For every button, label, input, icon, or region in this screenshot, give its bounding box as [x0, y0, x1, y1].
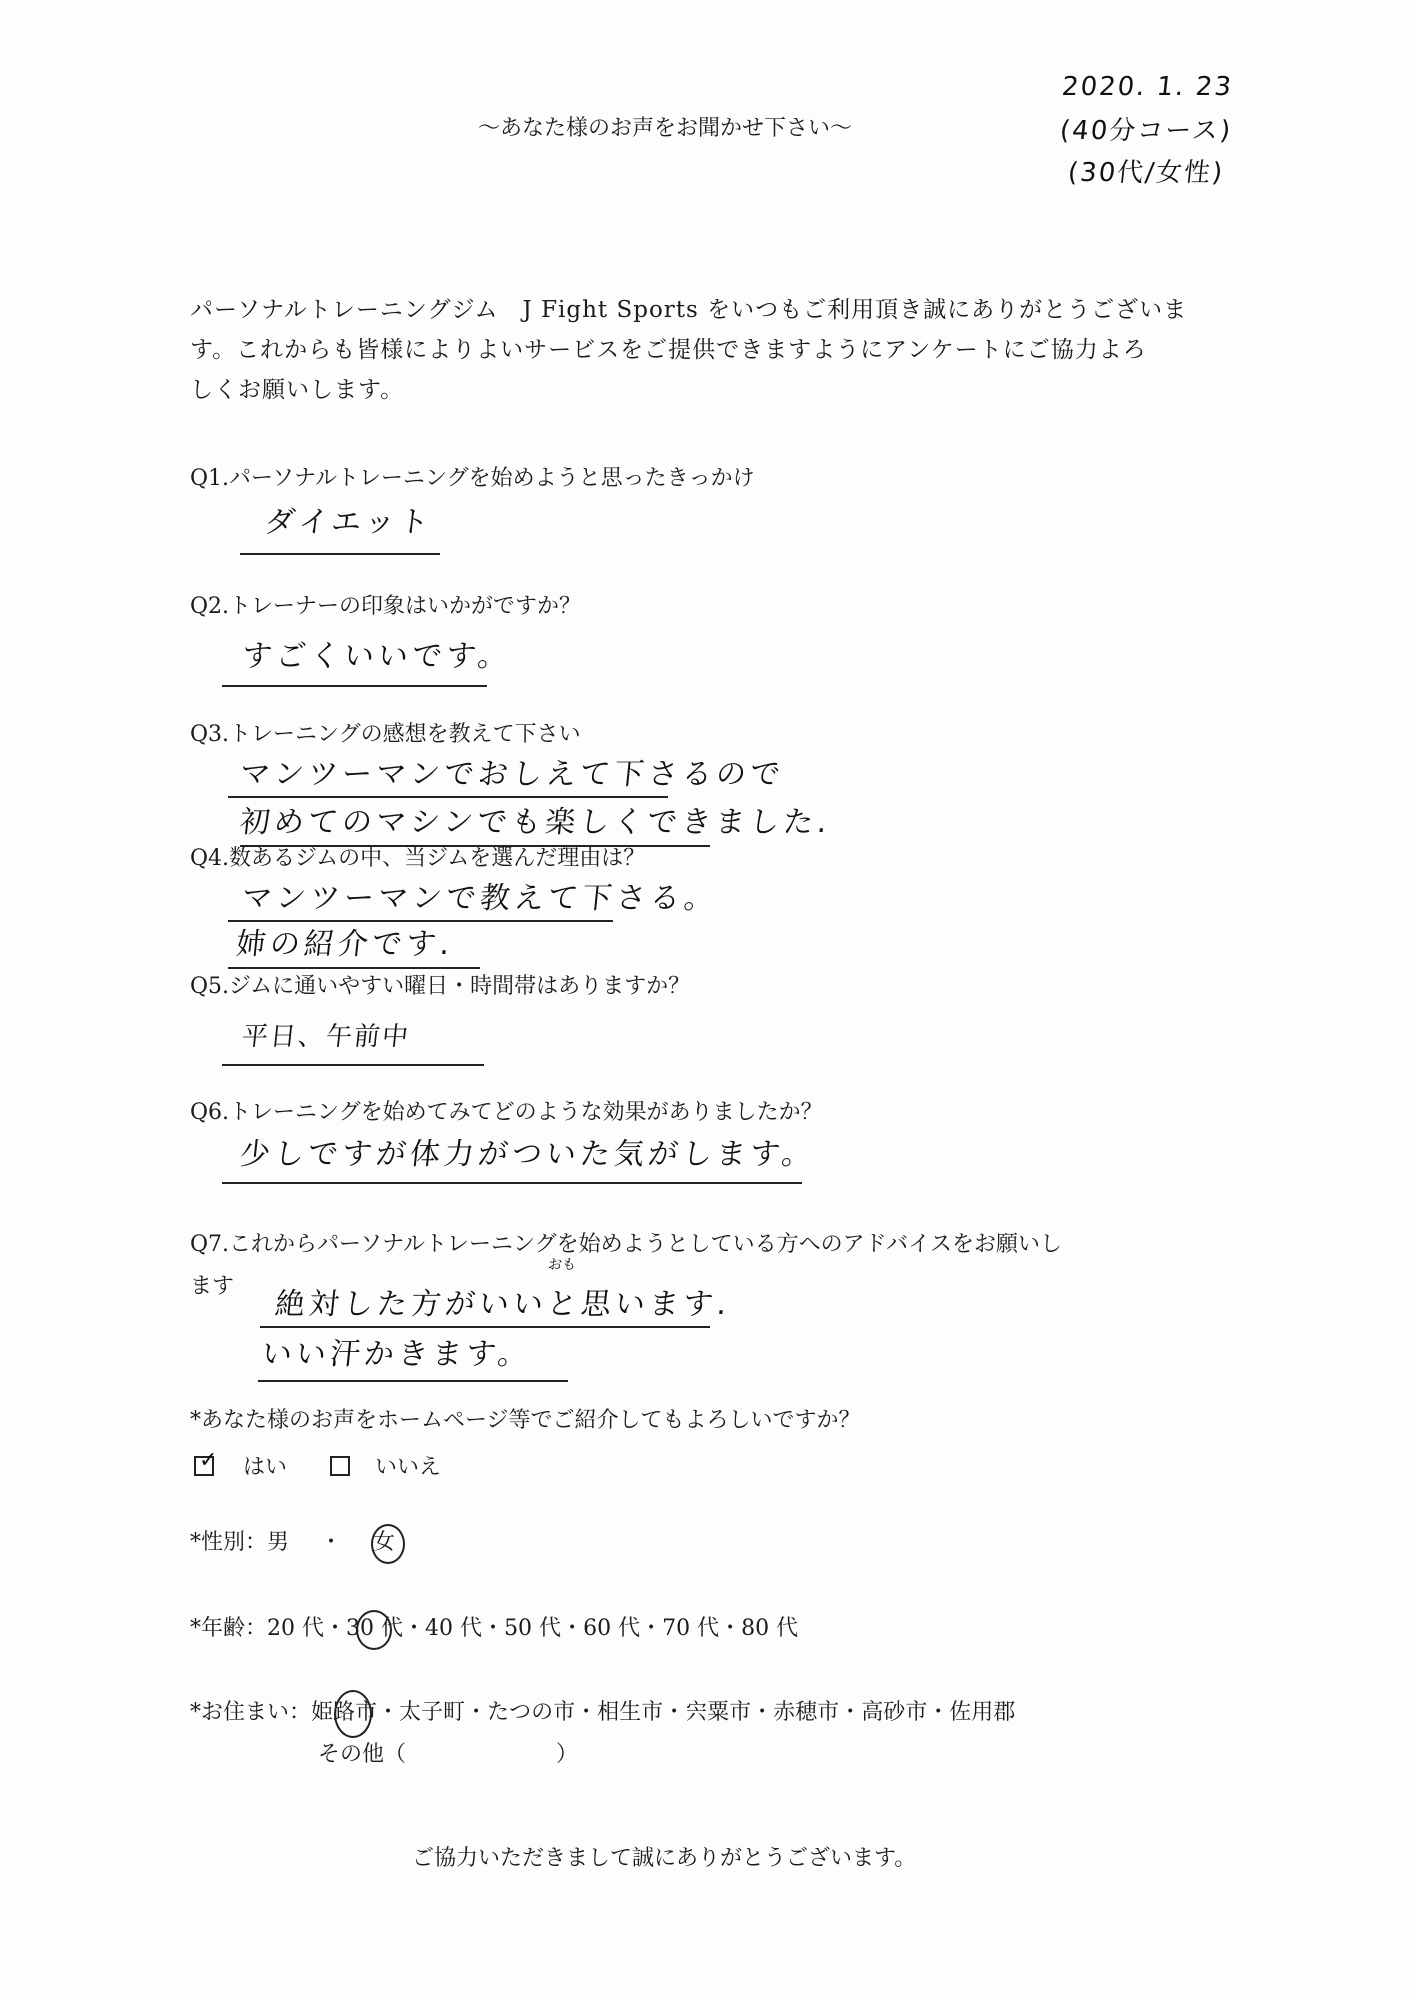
footer-thanks: ご協力いただきまして誠にありがとうございます。 [412, 1846, 917, 1871]
handwritten-course: (40分コース) [1058, 116, 1234, 146]
residence-row: *お住まい：姫路市・太子町・たつの市・相生市・宍粟市・赤穂市・高砂市・佐用郡 [190, 1700, 1016, 1725]
question-3-label: Q3.トレーニングの感想を教えて下さい [190, 722, 581, 747]
question-4-label: Q4.数あるジムの中、当ジムを選んだ理由は？ [190, 846, 646, 871]
intro-line: す。これからも皆様によりよいサービスをご提供できますようにアンケートにご協力よろ [190, 337, 1147, 363]
residence-option[interactable]: 高砂市 [861, 1700, 928, 1725]
question-7-answer-line1[interactable]: 絶対した方がいいと思います. [273, 1287, 733, 1322]
residence-label: *お住まい： [190, 1700, 312, 1725]
question-5-label: Q5.ジムに通いやすい曜日・時間帯はありますか？ [190, 974, 691, 999]
residence-option[interactable]: たつの市 [487, 1700, 576, 1725]
residence-other-close: ） [556, 1742, 579, 1767]
question-1-label: Q1.パーソナルトレーニングを始めようと思ったきっかけ [190, 466, 755, 491]
answer-underline [240, 553, 440, 555]
question-1-answer[interactable]: ダイエット [263, 505, 435, 540]
age-option[interactable]: 50 代 [504, 1616, 562, 1641]
gender-separator: ・ [320, 1530, 343, 1555]
answer-underline [228, 967, 480, 969]
gender-row [190, 1532, 395, 1554]
residence-option[interactable]: 赤穂市 [773, 1700, 840, 1725]
residence-option[interactable]: 宍粟市 [685, 1700, 752, 1725]
age-label: *年齢： [190, 1616, 268, 1641]
question-3-answer-line1[interactable]: マンツーマンでおしえて下さるので [238, 757, 786, 792]
age-option[interactable]: 20 代 [267, 1616, 325, 1641]
residence-other [318, 1744, 578, 1766]
age-option[interactable]: 30 代 [346, 1616, 404, 1641]
residence-option[interactable]: 佐用郡 [949, 1700, 1016, 1725]
question-6-answer[interactable]: 少しですが体力がついた気がします。 [238, 1137, 818, 1172]
question-6-label: Q6.トレーニングを始めてみてどのような効果がありましたか？ [190, 1100, 823, 1125]
question-2-label: Q2.トレーナーの印象はいかがですか？ [190, 594, 582, 619]
question-3-answer-line2[interactable]: 初めてのマシンでも楽しくできました. [238, 805, 833, 840]
consent-no-label: いいえ [375, 1455, 442, 1480]
intro-paragraph [190, 290, 1210, 410]
intro-line: しくお願いします。 [190, 377, 405, 403]
intro-line: パーソナルトレーニングジム J Fight Sports をいつもご利用頂き誠にありがとうございま [190, 297, 1188, 323]
residence-option[interactable]: 相生市 [597, 1700, 664, 1725]
question-4-answer-line2[interactable]: 姉の紹介です. [234, 927, 456, 962]
question-7-answer-line2[interactable]: いい汗かきます。 [260, 1337, 534, 1372]
consent-options [194, 1450, 441, 1481]
checkmark-icon: ✓ [199, 1448, 218, 1473]
question-5-answer[interactable]: 平日、午前中 [240, 1022, 412, 1052]
gender-female[interactable]: 女 [373, 1530, 396, 1555]
consent-yes-label: はい [243, 1455, 288, 1480]
consent-question: *あなた様のお声をホームページ等でご紹介してもよろしいですか？ [190, 1408, 861, 1433]
question-2-answer[interactable]: すごくいいです。 [240, 639, 514, 674]
handwritten-profile: (30代/女性) [1066, 158, 1226, 188]
age-option[interactable]: 40 代 [425, 1616, 483, 1641]
consent-yes-checkbox[interactable] [194, 1448, 218, 1476]
age-option[interactable]: 70 代 [662, 1616, 720, 1641]
answer-underline [228, 796, 668, 798]
selection-circle [334, 1690, 372, 1738]
residence-other-label: その他（ [318, 1742, 407, 1767]
answer-underline [222, 1182, 802, 1184]
handwritten-date: 2020. 1. 23 [1060, 72, 1235, 102]
age-option[interactable]: 60 代 [583, 1616, 641, 1641]
answer-underline [222, 1064, 484, 1066]
residence-option[interactable]: 姫路市 [311, 1700, 378, 1725]
answer-underline [228, 920, 613, 922]
age-option[interactable]: 80 代 [741, 1616, 799, 1641]
selection-circle [356, 1610, 392, 1650]
page-title: ～あなた様のお声をお聞かせ下さい～ [478, 116, 853, 141]
gender-male[interactable]: 男 [267, 1530, 290, 1555]
residence-option[interactable]: 太子町 [399, 1700, 466, 1725]
question-7-label-continued: ます [190, 1274, 235, 1299]
question-4-answer-line1[interactable]: マンツーマンで教えて下さる。 [240, 881, 720, 916]
selection-circle [371, 1524, 405, 1564]
gender-label: *性別： [190, 1530, 268, 1555]
handwritten-ruby: おも [547, 1257, 577, 1273]
answer-underline [222, 685, 487, 687]
consent-no-checkbox[interactable] [330, 1456, 350, 1476]
answer-underline [258, 1380, 568, 1382]
question-7-label: Q7.これからパーソナルトレーニングを始めようとしている方へのアドバイスをお願いし [190, 1232, 1062, 1257]
age-row: *年齢：20 代・30 代・40 代・50 代・60 代・70 代・80 代 [190, 1616, 799, 1641]
answer-underline [260, 1326, 710, 1328]
